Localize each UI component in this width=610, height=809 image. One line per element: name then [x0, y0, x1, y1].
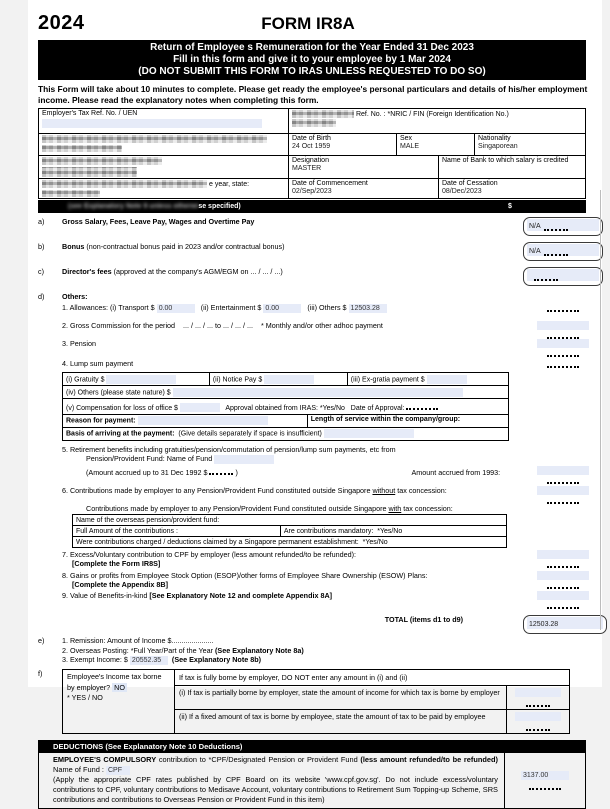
deductions-p1-bold2: (less amount refunded/to be refunded) — [360, 754, 499, 764]
d9-note: [See Explanatory Note 12 and complete Appendix 8A] — [149, 591, 333, 601]
total-row — [38, 615, 602, 634]
deductions-header: DEDUCTIONS (See Explanatory Note 10 Deductions) — [39, 740, 585, 753]
intro-note: This Form will take about 10 minutes to complete. Please get ready the employee's personal particulars and details of his/her employment income. Please read the explanatory notes when completing this form. — [38, 84, 588, 105]
compensation-field[interactable] — [180, 403, 220, 412]
pension-label: 3. Pension — [62, 338, 96, 348]
ex-gratia-cell[interactable] — [348, 373, 508, 385]
row-c — [38, 267, 602, 286]
cpf-contribution-dots — [529, 781, 561, 790]
form-banner — [38, 40, 586, 80]
employee-ref-value-redacted[interactable] — [292, 119, 336, 127]
banner-line-3: (DO NOT SUBMIT THIS FORM TO IRAS UNLESS REQUESTED TO DO SO) — [138, 66, 486, 77]
approval-yesno[interactable]: *Yes/No — [319, 404, 345, 412]
tax-fully-borne-text: If tax is fully borne by employer, DO NOT enter any amount in (i) and (ii) — [179, 672, 408, 682]
basis-label: Basis of arriving at the payment: — [66, 430, 175, 438]
basis-cell[interactable] — [63, 428, 508, 440]
accrued-1993-value[interactable] — [537, 466, 589, 484]
d7-text: 7. Excess/Voluntary contribution to CPF by employer (less amount refunded/to be refunded): — [62, 550, 357, 560]
cessation-label: Date of Cessation — [442, 180, 498, 187]
directors-fees-value-box[interactable] — [523, 267, 603, 286]
row-a-label: Gross Salary, Fees, Leave Pay, Wages and Overtime Pay — [62, 217, 255, 226]
sex-value[interactable]: MALE — [400, 143, 420, 150]
row-c-key: c) — [38, 267, 44, 276]
income-bar-text: se specified) — [198, 203, 241, 210]
row-d5-fund — [38, 454, 602, 464]
pension-value[interactable] — [537, 339, 589, 357]
compensation-cell — [63, 399, 508, 414]
pension-dots — [547, 348, 579, 357]
row-d5-accrued — [38, 466, 602, 484]
tax-borne-yesno[interactable]: * YES / NO — [67, 693, 103, 703]
designation-label: Designation — [292, 157, 329, 164]
total-label: TOTAL (items d1 to d9) — [384, 615, 463, 625]
employee-name-cell — [39, 156, 289, 178]
tax-borne-question: Employee's Income tax borne by employer? — [67, 672, 162, 692]
cpf-contribution-value[interactable] — [504, 753, 585, 808]
d9-dots — [547, 600, 579, 609]
row-d5 — [38, 445, 602, 454]
tax-fixed-amount-text: (ii) If a fixed amount of tax is borne by employee, state the amount of tax to be paid by employee — [179, 712, 486, 722]
cpf-contribution-field: 3137.00 — [521, 771, 569, 780]
d6-value[interactable] — [537, 486, 589, 504]
row-d-label: Others: — [62, 292, 88, 301]
employer-ref-label: Employer's Tax Ref. No. / UEN — [42, 110, 138, 117]
mandatory-yesno[interactable]: *Yes/No — [377, 527, 403, 535]
row-e-key: e) — [38, 636, 45, 646]
gross-salary-value: N/A — [529, 222, 541, 230]
tax-borne-table — [62, 669, 570, 733]
cessation-cell — [439, 179, 585, 198]
d9-value[interactable] — [537, 591, 589, 609]
deductions-p1-bold: EMPLOYEE'S COMPULSORY — [53, 754, 157, 764]
d6-line2-underline: with — [388, 503, 402, 513]
d6-line2-pre: Contributions made by employer to any Pension/Provident Fund constituted outside Singapore — [86, 503, 389, 513]
row-c-label-bold: Director's fees — [62, 267, 112, 276]
lump-others-label: (iv) Others (please state nature) $ — [66, 388, 171, 396]
compensation-label: (v) Compensation for loss of office $ — [66, 404, 178, 412]
allowances-pre: 1. Allowances: (i) Transport $ — [62, 303, 155, 313]
left-during-year-cell — [39, 179, 289, 198]
d6-line1-underline: without — [372, 485, 396, 495]
employer-name-redacted-2 — [42, 145, 122, 152]
total-value: 12503.28 — [529, 621, 559, 629]
dollar-column-header: $ — [508, 203, 512, 210]
lump-sum-table — [62, 372, 509, 441]
employee-ref-label-redacted — [292, 110, 354, 118]
nationality-cell — [475, 134, 585, 155]
designation-cell — [289, 156, 439, 178]
reason-cell[interactable] — [63, 415, 308, 427]
employee-name-redacted — [42, 157, 162, 165]
d7-note: [Complete the Form IR8S] — [72, 559, 161, 569]
row-d4 — [38, 359, 602, 370]
entertainment-allowance-field[interactable]: 0.00 — [263, 304, 301, 313]
tax-fixed-dots — [526, 722, 550, 731]
sex-label: Sex — [400, 135, 413, 142]
employee-address-redacted — [42, 167, 137, 177]
exempt-income-field[interactable]: 20552.35 — [130, 656, 168, 665]
employer-name-cell — [39, 134, 289, 155]
length-of-service-label: Length of service within the company/group: — [310, 416, 461, 424]
employer-ref-input[interactable] — [42, 119, 262, 128]
commission-post: * Monthly and/or other adhoc payment — [260, 320, 383, 330]
allowances-dots — [547, 303, 579, 312]
bank-cell — [439, 156, 585, 178]
deductions-section — [38, 740, 586, 809]
d6-dots — [547, 495, 579, 504]
row-f-key: f) — [38, 669, 43, 679]
row-d2 — [38, 321, 602, 339]
left-fragment: e year, state: — [209, 180, 250, 188]
particulars-table — [38, 108, 586, 199]
allowances-post: (iii) Others $ — [307, 303, 347, 313]
row-a-key: a) — [38, 217, 45, 226]
dob-cell — [289, 134, 397, 155]
mandatory-cell — [281, 526, 506, 536]
employee-ref-label: Ref. No. : *NRIC / FIN (Foreign Identification No.) — [355, 110, 509, 118]
d8-value[interactable] — [537, 571, 589, 589]
row-a — [38, 217, 602, 236]
retirement-fund-field[interactable] — [214, 455, 274, 464]
designation-value[interactable]: MASTER — [292, 165, 322, 172]
other-allowance-field[interactable]: 12503.28 — [349, 304, 387, 313]
full-amount-label: Full Amount of the contributions : — [76, 527, 178, 535]
income-bar-redacted-text: (see Explanatory Note 9 unless otherwi — [68, 203, 199, 210]
mandatory-label: Are contributions mandatory: — [283, 527, 374, 535]
commission-dots — [547, 330, 579, 339]
overseas-posting-pre: 2. Overseas Posting: *Full Year/Part of the Year — [62, 645, 216, 655]
total-value-box[interactable] — [523, 615, 607, 634]
row-b-label-rest: (non-contractual bonus paid in 2023 and/or contractual bonus) — [84, 242, 285, 251]
tax-partially-dots — [526, 698, 550, 707]
deductions-p1-a: contribution to *CPF/Designated Pension or Provident Fund — [156, 754, 361, 764]
row-d — [38, 292, 602, 301]
fund-name-field[interactable]: CPF — [106, 766, 130, 775]
exempt-income-note: (See Explanatory Note 8b) — [171, 655, 261, 665]
deductions-p2: (Apply the appropriate CPF rates published by CPF Board on its website 'www.cpf.gov.sg'. Do not include excess/voluntary contributions to CPF, voluntary contributions to Medisave Account, voluntary contributions to Retirement Sum Topping-up Scheme, SRS contributions and contributions to Overseas Pension or Provident Fund in this item) — [53, 775, 498, 805]
lump-sum-dots — [547, 359, 579, 368]
gross-salary-value-box[interactable] — [523, 217, 603, 236]
directors-fees-dots — [534, 272, 558, 281]
basis-note: (Give details separately if space is insufficient) — [178, 430, 322, 438]
accrued-1992-dots[interactable] — [209, 466, 233, 475]
form-title: FORM IR8A — [261, 14, 355, 33]
income-section-bar — [38, 200, 586, 213]
row-d6-line1 — [38, 486, 602, 504]
d6-line2-post: tax concession: — [401, 503, 453, 513]
overseas-fund-name-label: Name of the overseas pension/provident fund: — [76, 516, 220, 524]
d8-dots — [547, 580, 579, 589]
d7-value[interactable] — [537, 550, 589, 568]
tax-borne-left-cell — [63, 670, 175, 732]
employee-ref-cell — [289, 109, 585, 133]
accrued-1993-dots — [547, 475, 579, 484]
row-d6-line2 — [38, 504, 602, 513]
value-column-divider — [600, 190, 601, 630]
retirement-line1: 5. Retirement benefits including gratuities/pension/commutation of pension/lump sum payments, etc from — [62, 444, 396, 454]
allowances-mid: (ii) Entertainment $ — [200, 303, 262, 313]
row-d8 — [38, 571, 602, 590]
commencement-label: Date of Commencement — [292, 180, 368, 187]
gross-salary-dots — [544, 222, 568, 231]
commencement-value[interactable]: 02/Sep/2023 — [292, 188, 332, 195]
form-header — [38, 0, 602, 40]
sex-cell — [397, 134, 475, 155]
notice-pay-label: (ii) Notice Pay $ — [212, 375, 263, 383]
nationality-label: Nationality — [478, 135, 511, 142]
bank-label: Name of Bank to which salary is credited — [442, 157, 569, 164]
approval-label: Approval obtained from IRAS: — [225, 404, 318, 412]
charged-label: Were contributions charged / deductions claimed by a Singapore permanent establishment: — [76, 538, 359, 546]
d6-line1-post: tax concession: — [395, 485, 447, 495]
row-d-key: d) — [38, 292, 45, 301]
accrued-1993-label: Amount accrued from 1993: — [411, 467, 501, 477]
deductions-paragraph — [39, 753, 504, 808]
overseas-fund-table — [72, 514, 507, 548]
length-of-service-cell[interactable] — [308, 415, 508, 427]
d9-text: 9. Value of Benefits-in-kind — [62, 591, 150, 601]
dob-value[interactable]: 24 Oct 1959 — [292, 143, 331, 150]
d8-note: [Complete the Appendix 8B] — [72, 580, 168, 590]
employer-ref-cell — [39, 109, 289, 133]
commencement-cell — [289, 179, 439, 198]
row-d3 — [38, 339, 602, 357]
lump-sum-label: 4. Lump sum payment — [62, 358, 134, 368]
notice-pay-cell[interactable] — [210, 373, 348, 385]
tax-partially-borne-text: (i) If tax is partially borne by employer, state the amount of income for which tax is borne by employer — [179, 688, 500, 698]
lump-others-cell[interactable] — [63, 386, 508, 398]
row-d9 — [38, 591, 602, 609]
charged-cell — [73, 537, 506, 547]
bonus-value-box[interactable] — [523, 242, 603, 261]
form-ir8a-page — [28, 0, 602, 805]
ex-gratia-label: (iii) Ex-gratia payment $ — [350, 375, 425, 383]
overseas-fund-name-cell[interactable] — [73, 515, 506, 525]
banner-line-2: Fill in this form and give it to your employee by 1 Mar 2024 — [173, 54, 451, 65]
accrued-1992-post: ) — [235, 467, 238, 477]
bonus-dots — [544, 247, 568, 256]
gratuity-cell[interactable] — [63, 373, 210, 385]
bonus-value: N/A — [529, 247, 541, 255]
dob-label: Date of Birth — [292, 135, 331, 142]
overseas-posting-note: (See Explanatory Note 8a) — [215, 645, 304, 655]
exempt-income-pre: 3. Exempt Income: $ — [62, 655, 130, 665]
row-b-key: b) — [38, 242, 45, 251]
tax-partially-borne-value[interactable] — [506, 686, 569, 709]
commission-period-blanks[interactable]: ... / ... / ... to ... / ... / ... — [183, 320, 253, 330]
tax-fixed-amount-value[interactable] — [506, 710, 569, 733]
tax-borne-answer[interactable]: NO — [114, 682, 125, 692]
row-d1 — [38, 303, 602, 314]
date-approval-label: Date of Approval: — [350, 404, 405, 412]
left-text-redacted-2 — [42, 190, 100, 197]
form-year: 2024 — [38, 12, 85, 34]
cessation-value[interactable]: 08/Dec/2023 — [442, 188, 482, 195]
commission-pre: 2. Gross Commission for the period — [62, 320, 176, 330]
banner-line-1: Return of Employee s Remuneration for the Year Ended 31 Dec 2023 — [150, 42, 474, 53]
row-d7 — [38, 550, 602, 569]
d6-line1-pre: 6. Contributions made by employer to any Pension/Provident Fund constituted outside Singapore — [62, 485, 373, 495]
reason-label: Reason for payment: — [66, 417, 136, 425]
d7-dots — [547, 559, 579, 568]
gratuity-label: (i) Gratuity $ — [66, 375, 105, 383]
row-b-label-bold: Bonus — [62, 242, 85, 251]
date-approval-dots[interactable] — [406, 401, 438, 410]
left-text-redacted — [42, 180, 207, 188]
nationality-value[interactable]: Singaporean — [478, 143, 518, 150]
row-c-label-rest: (approved at the company's AGM/EGM on ... / ... / ...) — [111, 267, 283, 276]
retirement-fund-label: Pension/Provident Fund: Name of Fund — [86, 454, 213, 464]
employer-name-redacted — [42, 135, 267, 143]
accrued-1992-pre: (Amount accrued up to 31 Dec 1992 $ — [86, 467, 208, 477]
row-b — [38, 242, 602, 261]
charged-yesno[interactable]: *Yes/No — [362, 538, 388, 546]
remission-line: 1. Remission: Amount of Income $..................... — [62, 636, 214, 646]
commission-value[interactable] — [537, 321, 589, 339]
deductions-p1-b: Name of Fund : — [53, 764, 106, 774]
d8-text: 8. Gains or profits from Employee Stock Option (ESOP)/other forms of Employee Share Ownership (ESOW) Plans: — [62, 570, 428, 580]
transport-allowance-field[interactable]: 0.00 — [157, 304, 195, 313]
row-e — [38, 636, 602, 665]
full-amount-cell[interactable] — [73, 526, 281, 536]
row-f — [38, 669, 602, 733]
